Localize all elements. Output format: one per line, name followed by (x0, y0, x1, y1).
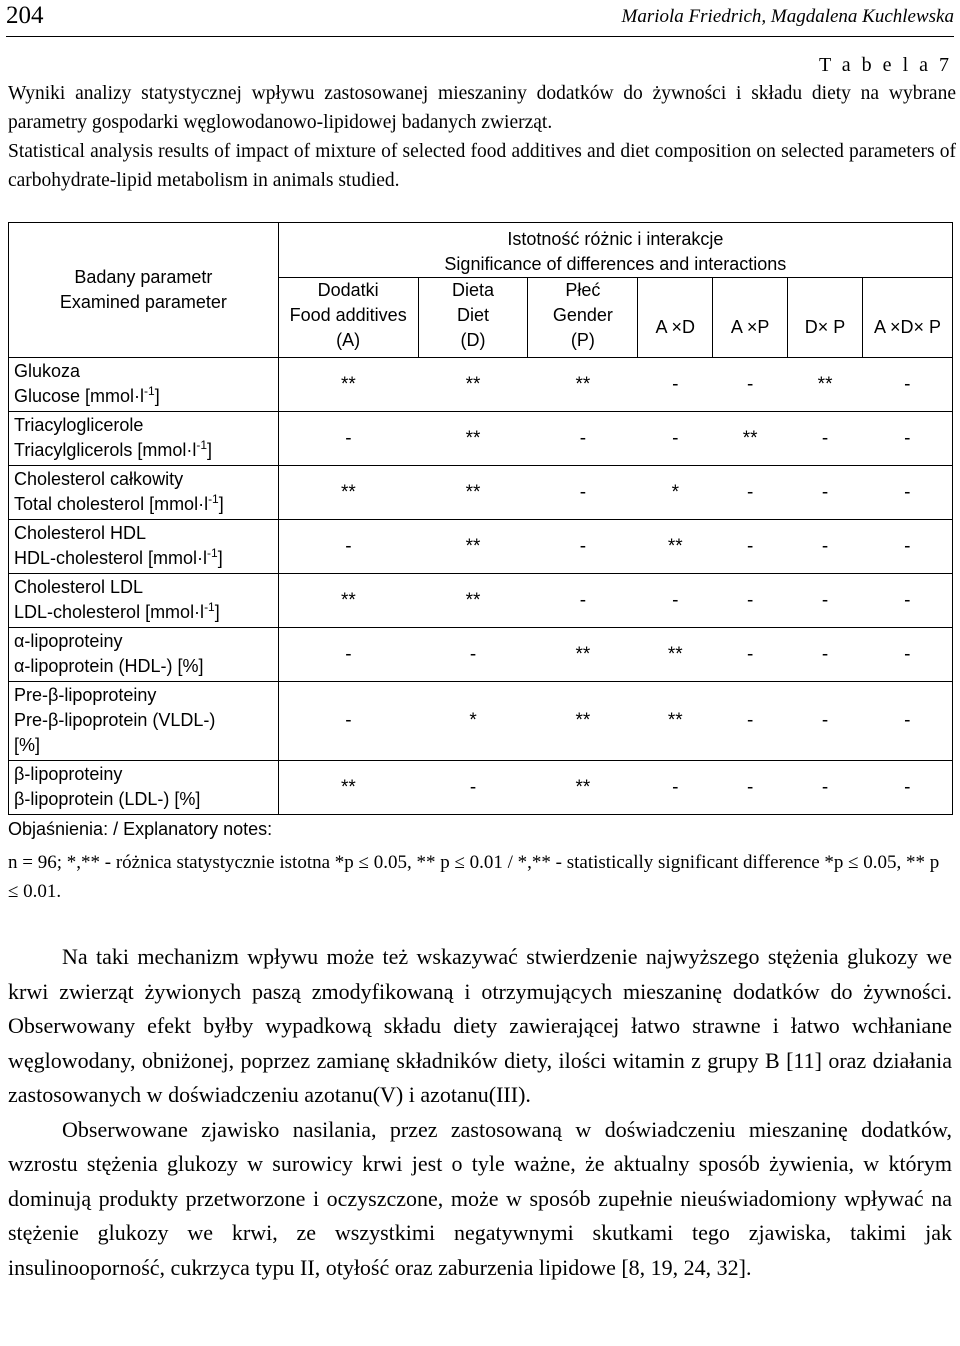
significance-cell: * (418, 682, 528, 761)
significance-cell: - (528, 520, 638, 574)
table-row (9, 628, 953, 682)
header-row-top (9, 223, 953, 278)
significance-cell: ** (418, 358, 528, 412)
significance-cell: - (528, 466, 638, 520)
table-row (9, 358, 953, 412)
table-row (9, 682, 953, 761)
significance-cell: ** (418, 574, 528, 628)
param-name-en: HDL-cholesterol $[mmol\cdot l^{-1}]$ (14, 546, 223, 568)
param-header-en: Examined parameter (59, 292, 227, 312)
col-header-line: Food additives (289, 305, 407, 325)
col-header-line: (P) (570, 330, 595, 350)
results-table (8, 222, 953, 815)
significance-cell: - (788, 682, 863, 761)
significance-cell: - (638, 358, 713, 412)
significance-cell: - (713, 761, 788, 815)
significance-cell: - (863, 412, 953, 466)
col-header-line: Gender (552, 305, 613, 325)
col-header-line: (A) (336, 330, 361, 350)
significance-cell: ** (278, 574, 418, 628)
table-row (9, 520, 953, 574)
col-header-line: Dodatki (317, 280, 379, 300)
significance-cell: - (863, 466, 953, 520)
significance-cell: ** (528, 682, 638, 761)
significance-cell: ** (278, 761, 418, 815)
paragraph: Obserwowane zjawisko nasilania, przez zastosowaną w doświadczeniu mieszaninę dodatków, wzrostu stężenia glukozy w surowicy krwi jest o tyle ważne, że aktualny sposób żywienia, w którym dominują produkty przetworzone i oczyszczone, może w sposób zupełnie nieuświadomiony wpływać na stężenie glukozy we krwi, ze wszystkimi negatywnymi skutkami tego zjawiska, takimi jak insulinooporność, cukrzyca typu II, otyłość oraz zaburzenia lipidowe [8, 19, 24, 32]. (8, 1116, 952, 1280)
significance-cell: ** (528, 628, 638, 682)
significance-cell: - (528, 574, 638, 628)
body-text (8, 940, 952, 1285)
param-name-pl: α-lipoproteiny (14, 631, 123, 651)
notes-label: Objaśnienia: / Explanatory notes: (8, 819, 273, 839)
table-caption-pl: Wyniki analizy statystycznej wpływu zastosowanej mieszaniny dodatków do żywności i składu diety na wybrane parametry gospodarki węglowodanowo-lipidowej badanych zwierząt. (8, 83, 956, 133)
param-name-cell (9, 466, 279, 520)
significance-cell: - (713, 574, 788, 628)
header-rule (6, 36, 954, 37)
significance-cell: - (788, 520, 863, 574)
significance-cell: - (278, 520, 418, 574)
significance-cell: ** (638, 520, 713, 574)
param-name-cell (9, 682, 279, 761)
notes-text: n = 96; *,** - różnica statystycznie istotna *p ≤ 0.05, ** p ≤ 0.01 / *,** - statistically significant difference *p ≤ 0.05, ** p ≤ 0.01. (8, 852, 940, 902)
significance-cell: * (638, 466, 713, 520)
param-name-pl: Glukoza (14, 361, 81, 381)
param-name-pl: β-lipoproteiny (14, 764, 123, 784)
significance-cell: - (278, 412, 418, 466)
param-name-en: Total cholesterol $[mmol\cdot l^{-1}]$ (14, 492, 224, 514)
param-name-en-cont: [%] (14, 735, 41, 755)
param-name-en: Glucose $[mmol\cdot l^{-1}]$ (14, 384, 160, 406)
param-header-pl: Badany parametr (74, 267, 213, 287)
param-name-cell (9, 520, 279, 574)
significance-cell: - (863, 358, 953, 412)
running-head: Mariola Friedrich, Magdalena Kuchlewska (621, 6, 954, 27)
significance-cell: - (863, 574, 953, 628)
col-header-diet (418, 278, 528, 358)
param-name-pl: Cholesterol HDL (14, 523, 147, 543)
param-name-cell (9, 574, 279, 628)
page-number: 204 (6, 2, 44, 29)
col-header-additives (278, 278, 418, 358)
significance-cell: - (713, 628, 788, 682)
significance-cell: - (278, 628, 418, 682)
significance-cell: ** (713, 412, 788, 466)
significance-cell: - (863, 628, 953, 682)
significance-cell: ** (418, 412, 528, 466)
significance-cell: - (278, 682, 418, 761)
group-header-pl: Istotność różnic i interakcje (507, 229, 724, 249)
significance-cell: - (713, 520, 788, 574)
significance-cell: - (788, 628, 863, 682)
param-name-en: Triacylglicerols $[mmol\cdot l^{-1}]$ (14, 438, 213, 460)
table-row (9, 466, 953, 520)
group-header-en: Significance of differences and interactions (444, 254, 787, 274)
significance-cell: - (863, 761, 953, 815)
significance-cell: - (418, 761, 528, 815)
significance-cell: - (638, 761, 713, 815)
significance-cell: - (788, 412, 863, 466)
significance-cell: - (528, 412, 638, 466)
table-caption-en: Statistical analysis results of impact of mixture of selected food additives and diet composition on selected parameters of carbohydrate-lipid metabolism in animals studied. (8, 141, 956, 191)
col-header-line: Diet (457, 305, 490, 325)
significance-cell: - (863, 682, 953, 761)
significance-cell: - (638, 574, 713, 628)
table-label: T a b e l a 7 (818, 54, 952, 76)
param-name-pl: Triacyloglicerole (14, 415, 144, 435)
significance-cell: - (788, 761, 863, 815)
significance-cell: - (418, 628, 528, 682)
table-row (9, 761, 953, 815)
significance-cell: - (713, 682, 788, 761)
significance-cell: - (788, 574, 863, 628)
param-header (9, 223, 279, 358)
col-header-axdxp: A ×D× P (863, 278, 953, 358)
param-name-pl: Cholesterol całkowity (14, 469, 184, 489)
col-header-axp: A ×P (713, 278, 788, 358)
table-row (9, 574, 953, 628)
param-name-pl: Pre-β-lipoproteiny (14, 685, 157, 705)
significance-cell: ** (638, 628, 713, 682)
col-header-line: (D) (460, 330, 486, 350)
col-header-axd: A ×D (638, 278, 713, 358)
param-name-en: α-lipoprotein (HDL-) [%] (14, 656, 204, 676)
param-name-cell (9, 628, 279, 682)
significance-cell: - (713, 358, 788, 412)
significance-cell: ** (418, 520, 528, 574)
col-header-dxp: D× P (788, 278, 863, 358)
param-name-en: β-lipoprotein (LDL-) [%] (14, 789, 201, 809)
significance-cell: ** (278, 358, 418, 412)
col-header-gender (528, 278, 638, 358)
param-name-cell (9, 358, 279, 412)
significance-cell: ** (788, 358, 863, 412)
page-header (6, 2, 954, 32)
paragraph: Na taki mechanizm wpływu może też wskazywać stwierdzenie najwyższego stężenia glukozy we krwi zwierząt żywionych paszą zmodyfikowaną i otrzymujących mieszaninę dodatków do żywności. Obserwowany efekt byłby wypadkową składu diety zawierającej łatwo strawne i łatwo wchłaniane węglowodany, obniżonej, poprzez zamianę składników diety, ilości witamin z grupy B [11] oraz działania zastosowanych w doświadczeniu azotanu(V) i azotanu(III). (8, 944, 952, 1107)
significance-cell: - (713, 466, 788, 520)
significance-cell: ** (278, 466, 418, 520)
param-name-cell (9, 412, 279, 466)
significance-cell: ** (528, 358, 638, 412)
param-name-cell (9, 761, 279, 815)
group-header (278, 223, 952, 278)
significance-cell: - (863, 520, 953, 574)
significance-cell: - (788, 466, 863, 520)
significance-cell: ** (418, 466, 528, 520)
col-header-line: Płeć (565, 280, 601, 300)
significance-cell: ** (638, 682, 713, 761)
col-header-line: Dieta (452, 280, 495, 300)
param-name-pl: Cholesterol LDL (14, 577, 144, 597)
significance-cell: ** (528, 761, 638, 815)
significance-cell: - (638, 412, 713, 466)
param-name-en: Pre-β-lipoprotein (VLDL-) (14, 710, 216, 730)
param-name-en: LDL-cholesterol $[mmol\cdot l^{-1}]$ (14, 600, 220, 622)
table-row (9, 412, 953, 466)
